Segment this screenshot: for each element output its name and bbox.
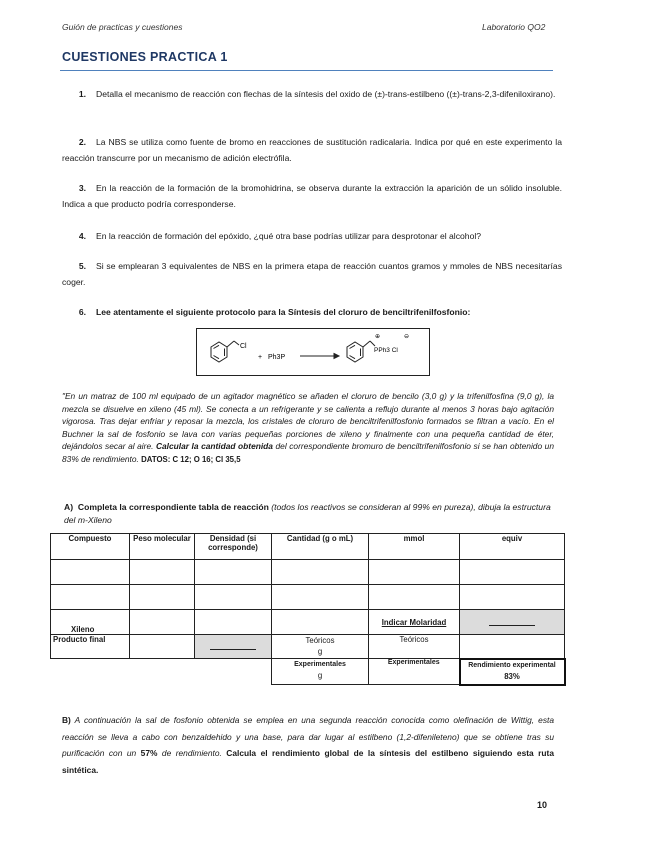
plus-sign: + — [258, 354, 263, 361]
density-blank — [210, 641, 256, 650]
col-header-peso: Peso molecular — [130, 534, 195, 560]
header-left: Guión de practicas y cuestiones — [62, 22, 183, 32]
section-a: A) Completa la correspondiente tabla de reacción (todos los reactivos se consideran al 99% en pureza), dibuja la estructura del m-Xileno — [64, 502, 551, 525]
col-header-equiv: equiv — [460, 534, 565, 560]
xileno-label: Xileno — [51, 610, 130, 635]
teoricos-g-cell: Teóricos g — [272, 635, 369, 659]
question-4: 4. En la reacción de formación del epóxido, ¿qué otra base podrías utilizar para desprotonar el alcohol? — [78, 231, 482, 241]
question-3: 3. En la reacción de la formación de la bromohidrina, se observa durante la extracción la aparición de un sólido insoluble. Indica a que producto podría corresponderse. — [62, 183, 562, 209]
molaridad-label: Indicar Molaridad — [369, 610, 460, 635]
table-row — [51, 585, 565, 610]
page-title: CUESTIONES PRACTICA 1 — [62, 50, 228, 64]
benzyl-chloride-structure — [211, 341, 239, 362]
molaridad-blank — [489, 617, 535, 626]
reaction-arrow — [300, 354, 339, 359]
experimentales-label: Experimentales — [369, 659, 460, 685]
protocol-text: "En un matraz de 100 ml equipado de un agitador magnético se añaden el cloruro de bencilo (3,0 g) y la trifenilfosfina (9,0 g), la mezcla se disuelve en xileno (45 ml). Se conecta a un refrigerante y se calienta a reflujo durante al menos 3 horas bajo agitación vigorosa. Tras dejar enfriar y reposar la mezcla, los cristales de cloruro de benciltrifenilfosfonio formados se filtran a vacío. En el Buchner la sal de fosfonio se lava con varias pequeñas porciones de xileno y finalmente con una pequeña cantidad de éter, dejándolos secar al aire. Calcular la cantidad obtenida del correspondiente bromuro de benciltrifenilfosfonio si se han obtenido un 83% de rendimiento. DATOS: C 12; O 16; Cl 35,5 — [62, 391, 554, 464]
section-b: B) A continuación la sal de fosfonio obtenida se emplea en una segunda reacción conocida como olefinación de Wittig, esta reacción se lleva a cabo con benzaldehido y una base, para dar lugar al estilbeno (1,2-difenileteno) que se obtiene tras su purificación con un 57% de rendimiento. Calcula el rendimiento global de la síntesis del estilbeno siguiendo esta ruta sintética. — [62, 715, 554, 775]
question-2: 2. La NBS se utiliza como fuente de bromo en reacciones de sustitución radicalaria. Indica por qué en este experimento la reacción transcurre por un mecanismo de adición electrófila. — [62, 137, 562, 163]
question-6: 6. Lee atentamente el siguiente protocolo para la Síntesis del cloruro de benciltrifenilfosfonio: — [78, 307, 471, 317]
col-header-mmol: mmol — [369, 534, 460, 560]
page-number: 10 — [537, 800, 548, 810]
reaction-scheme — [196, 328, 430, 376]
rendimiento-cell: Rendimiento experimental 83% — [460, 659, 565, 685]
plus-charge: ⊕ — [375, 333, 381, 340]
table-row-producto — [51, 635, 565, 659]
question-5: 5. Si se emplearan 3 equivalentes de NBS en la primera etapa de reacción cuantos gramos y mmoles de NBS necesitarías coger. — [62, 261, 562, 287]
reactant-cl-label: Cl — [240, 343, 247, 350]
header-right: Laboratorio QO2 — [482, 22, 546, 32]
minus-charge: ⊖ — [404, 333, 410, 340]
col-header-cantidad: Cantidad (g o mL) — [272, 534, 369, 560]
title-rule — [60, 70, 553, 71]
table-row-xileno — [51, 610, 565, 635]
col-header-densidad: Densidad (si corresponde) — [195, 534, 272, 560]
question-1: 1. Detalla el mecanismo de reacción con flechas de la síntesis del oxido de (±)-trans-estilbeno ((±)-trans-2,3-difeniloxirano). — [78, 89, 556, 99]
product-label: PPh3 Cl — [374, 347, 398, 354]
triphenylphosphine-label: Ph3P — [268, 354, 286, 361]
reaction-table — [50, 533, 566, 686]
table-row-experimental — [51, 659, 565, 685]
table-row — [51, 560, 565, 585]
phosphonium-salt-structure — [347, 341, 375, 362]
producto-final-label: Producto final — [51, 635, 130, 659]
col-header-compuesto: Compuesto — [51, 534, 130, 560]
teoricos-label: Teóricos — [369, 635, 460, 659]
experimentales-g-cell: Experimentales g — [272, 659, 369, 685]
